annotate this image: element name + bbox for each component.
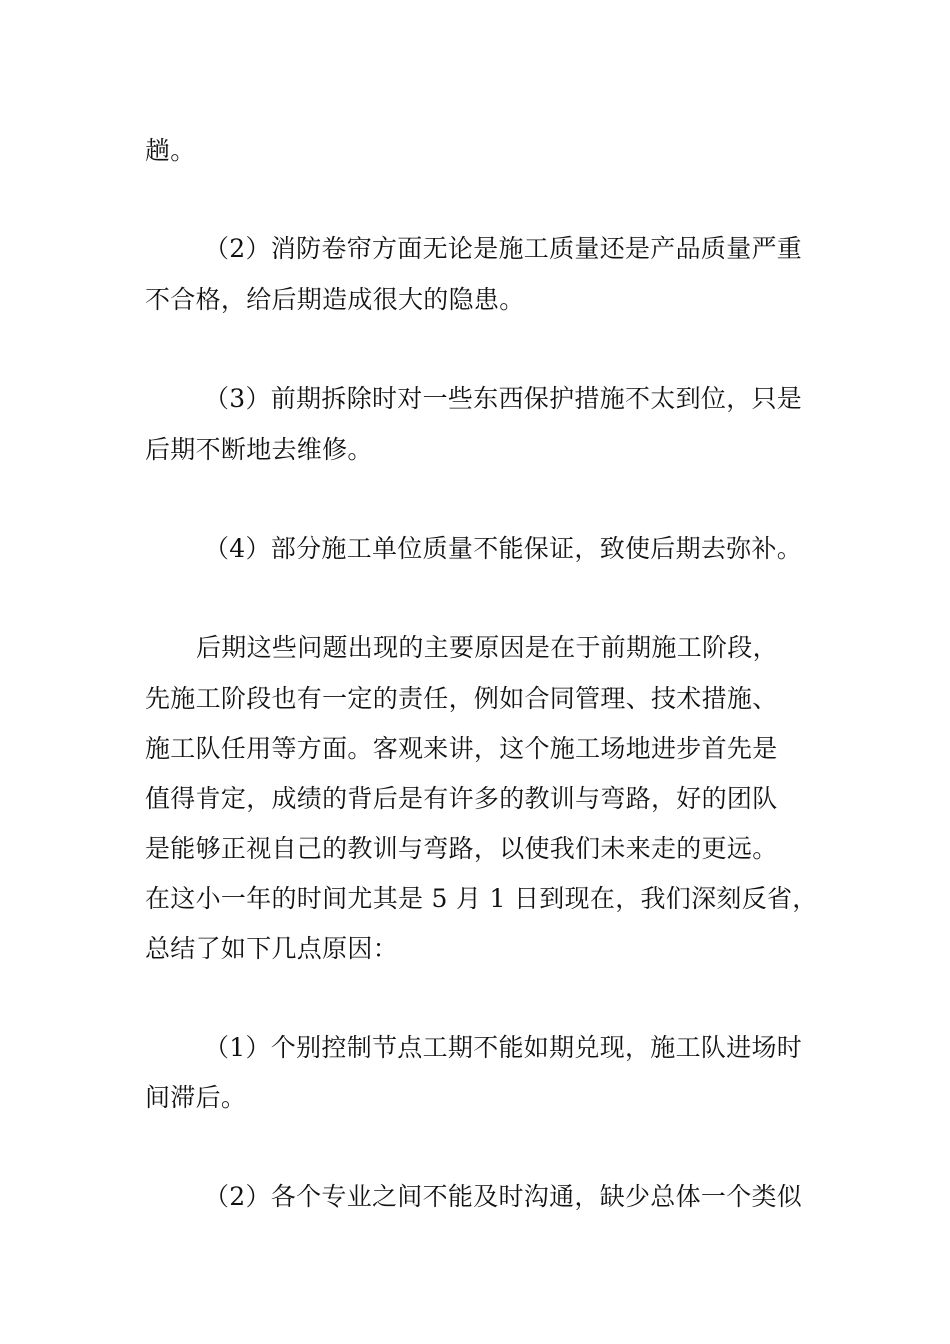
text-line: 不合格，给后期造成很大的隐患。 [145, 285, 525, 314]
text-line: （3）前期拆除时对一些东西保护措施不太到位，只是 [204, 384, 803, 413]
text-line: 趟。 [145, 136, 196, 165]
text-line: （4）部分施工单位质量不能保证，致使后期去弥补。 [204, 534, 803, 563]
text-line: 后期不断地去维修。 [145, 435, 373, 464]
text-line: （2）各个专业之间不能及时沟通，缺少总体一个类似 [204, 1182, 803, 1211]
text-line: 间滞后。 [145, 1083, 247, 1112]
text-line: 先施工阶段也有一定的责任，例如合同管理、技术措施、 [145, 684, 778, 713]
text-line: 总结了如下几点原因： [145, 934, 399, 963]
text-line: （2）消防卷帘方面无论是施工质量还是产品质量严重 [204, 234, 803, 263]
text-line: 后期这些问题出现的主要原因是在于前期施工阶段， [196, 633, 778, 662]
text-line: （1）个别控制节点工期不能如期兑现，施工队进场时 [204, 1033, 803, 1062]
text-line: 是能够正视自己的教训与弯路，以使我们未来走的更远。 [145, 834, 778, 863]
text-line: 值得肯定，成绩的背后是有许多的教训与弯路，好的团队 [145, 784, 778, 813]
text-line: 施工队任用等方面。客观来讲，这个施工场地进步首先是 [145, 734, 778, 763]
text-line: 在这小一年的时间尤其是 5 月 1 日到现在，我们深刻反省， [145, 884, 818, 913]
